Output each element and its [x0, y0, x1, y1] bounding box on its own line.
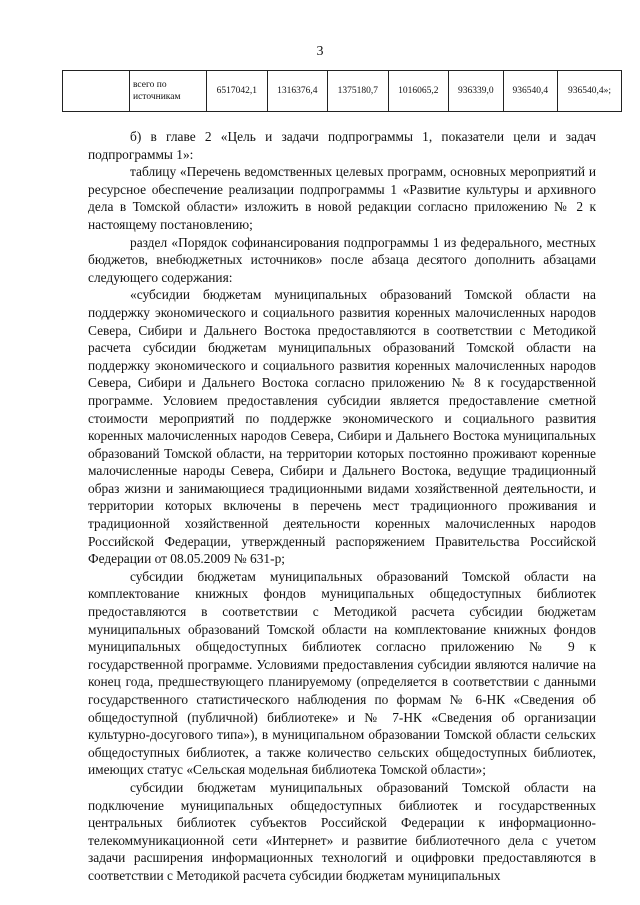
table-cell-value: 1316376,4 [267, 71, 328, 112]
table-cell-value: 6517042,1 [207, 71, 268, 112]
funding-table [62, 70, 622, 112]
table-cell-value: 936339,0 [449, 71, 503, 112]
table-cell-value: 1016065,2 [388, 71, 449, 112]
paragraph: «субсидии бюджетам муниципальных образований Томской области на поддержку экономического и социального развития коренных малочисленных народов Севера, Сибири и Дальнего Востока предоставляются в соответствии с Методикой расчета субсидии бюджетам муниципальных образований Томской области на поддержку экономического и социального развития коренных малочисленных народов Севера, Сибири и Дальнего Востока согласно приложению № 8 к государственной программе. Условием предоставления субсидии является предоставление сметной стоимости мероприятий по поддержке экономического и социального развития коренных малочисленных народов Севера, Сибири и Дальнего Востока муниципальных образований Томской области, на территории которых постоянно проживают коренные малочисленные народы Севера, Сибири и Дальнего Востока, ведущие традиционный образ жизни и занимающиеся традиционными видами хозяйственной деятельности, и территории которых включены в перечень мест традиционного проживания и традиционной хозяйственной деятельности коренных малочисленных народов Российской Федерации, утвержденный распоряжением Правительства Российской Федерации от 08.05.2009 № 631-р; [88, 287, 596, 567]
table-row [63, 71, 622, 112]
document-body [88, 124, 596, 885]
paragraph: субсидии бюджетам муниципальных образований Томской области на комплектование книжных фондов муниципальных общедоступных библиотек предоставляются в соответствии с Методикой расчета субсидии бюджетам муниципальных образований Томской области на комплектование книжных фондов муниципальных общедоступных библиотек согласно приложению № 9 к государственной программе. Условиями предоставления субсидии являются наличие на конец года, предшествующего планируемому (определяется в соответствии с данными государственного статистического наблюдения по формам № 6-НК «Сведения об общедоступной (публичной) библиотеке» и № 7-НК «Сведения об организации культурно-досугового типа»), в муниципальном образовании Томской области сельских общедоступных библиотек, а также количество сельских общедоступных библиотек, имеющих статус «Сельская модельная библиотека Томской области»; [88, 568, 596, 778]
table-cell-value: 936540,4 [503, 71, 557, 112]
paragraph: б) в главе 2 «Цель и задачи подпрограммы 1, показатели цели и задач подпрограммы 1»: [88, 129, 596, 162]
paragraph: раздел «Порядок софинансирования подпрограммы 1 из федерального, местных бюджетов, внебюджетных источников» после абзаца десятого дополнить абзацами следующего содержания: [88, 234, 596, 285]
page-number: 3 [316, 44, 324, 59]
table-cell-value: 1375180,7 [328, 71, 389, 112]
paragraph: таблицу «Перечень ведомственных целевых программ, основных мероприятий и ресурсное обеспечение реализации подпрограммы 1 «Развитие культуры и архивного дела в Томской области» изложить в новой редакции согласно приложению № 2 к настоящему постановлению; [88, 164, 596, 232]
paragraph: субсидии бюджетам муниципальных образований Томской области на подключение муниципальных общедоступных библиотек и государственных центральных библиотек субъектов Российской Федерации к информационно-телекоммуникационной сети «Интернет» и развитие библиотечного дела с учетом задачи расширения информационных технологий и оцифровки предоставляются в соответствии с Методикой расчета субсидии бюджетам муниципальных [88, 779, 596, 883]
table-cell-empty [63, 71, 130, 112]
table-cell-value: 936540,4»; [558, 71, 622, 112]
table-row-label: всего по источникам [130, 71, 207, 112]
